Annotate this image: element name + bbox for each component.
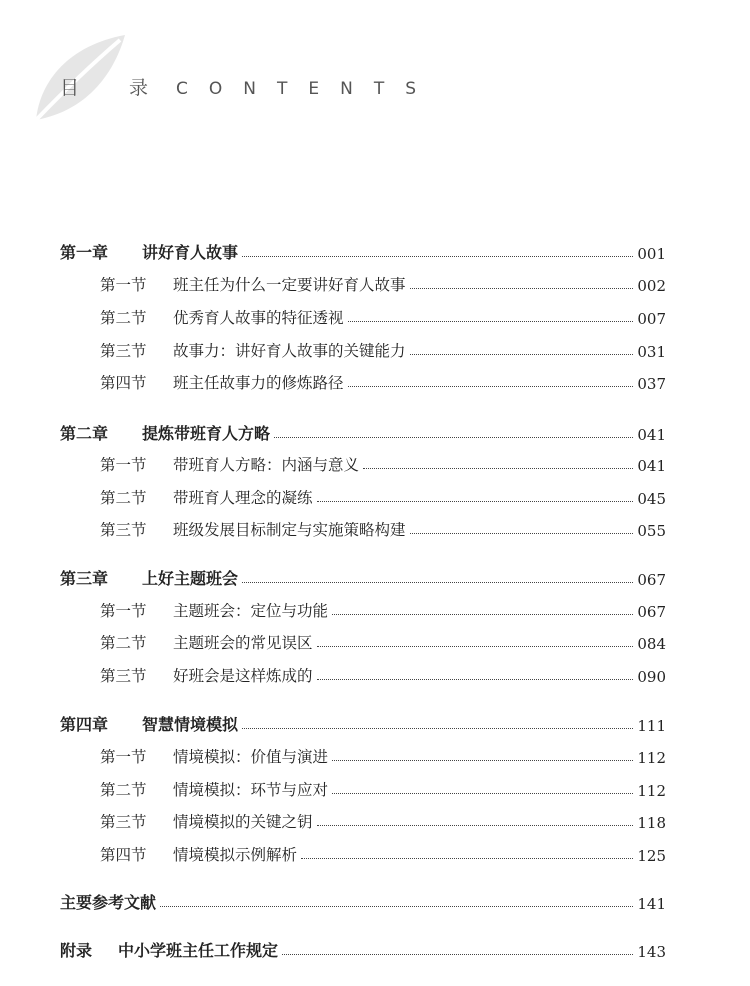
- toc-entry-title: 带班育人理念的凝练: [173, 489, 313, 507]
- page-number: 090: [637, 668, 666, 686]
- toc-entry-title: 班主任为什么一定要讲好育人故事: [173, 276, 406, 294]
- toc-section[interactable]: 第三节 故事力：讲好育人故事的关键能力 031: [100, 335, 666, 361]
- toc-entry-title: 优秀育人故事的特征透视: [173, 309, 344, 327]
- dot-leader: [332, 760, 633, 761]
- toc-entry-title: 情境模拟：价值与演进: [173, 748, 329, 766]
- page-number: 112: [637, 782, 666, 800]
- dot-leader: [242, 256, 633, 257]
- toc-entry-title: 带班育人方略：内涵与意义: [173, 456, 360, 474]
- dot-leader: [332, 793, 633, 794]
- toc-section[interactable]: 第二节 主题班会的常见误区 084: [100, 627, 666, 653]
- dot-leader: [317, 646, 634, 647]
- dot-leader: [348, 386, 634, 387]
- page-number: 031: [637, 343, 666, 361]
- page-number: 041: [637, 426, 666, 444]
- toc-section[interactable]: 第二节 优秀育人故事的特征透视 007: [100, 302, 666, 328]
- page-number: 001: [637, 245, 666, 263]
- toc-section[interactable]: 第二节 带班育人理念的凝练 045: [100, 482, 666, 508]
- toc-entry-title: 情境模拟：环节与应对: [173, 781, 329, 799]
- dot-leader: [332, 614, 633, 615]
- toc-entry-title: 智慧情境模拟: [142, 715, 239, 734]
- toc-section[interactable]: 第三节 班级发展目标制定与实施策略构建 055: [100, 514, 666, 540]
- toc-references[interactable]: [60, 887, 666, 913]
- toc-entry-title: 情境模拟的关键之钥: [173, 813, 313, 831]
- toc-title-cn: 目 录: [60, 77, 171, 99]
- dot-leader: [410, 354, 634, 355]
- dot-leader: [317, 679, 634, 680]
- toc-entry-title: 班主任故事力的修炼路径: [173, 374, 344, 392]
- toc-section[interactable]: 第二节 情境模拟：环节与应对 112: [100, 774, 666, 800]
- page-number: 143: [637, 943, 666, 961]
- toc-entry-title: 情境模拟示例解析: [173, 846, 298, 864]
- toc-section[interactable]: 第三节 情境模拟的关键之钥 118: [100, 806, 666, 832]
- toc-entry-title: 讲好育人故事: [142, 243, 239, 262]
- dot-leader: [160, 906, 633, 907]
- toc-appendix[interactable]: 附录 中小学班主任工作规定 143: [60, 935, 666, 961]
- toc-entry-title: 中小学班主任工作规定: [118, 941, 279, 960]
- dot-leader: [301, 858, 633, 859]
- page-number: 084: [637, 635, 666, 653]
- toc-entry-title: 好班会是这样炼成的: [173, 667, 313, 685]
- dot-leader: [363, 468, 633, 469]
- dot-leader: [410, 533, 634, 534]
- dot-leader: [410, 288, 634, 289]
- dot-leader: [317, 825, 634, 826]
- toc-section[interactable]: 第一节 班主任为什么一定要讲好育人故事 002: [100, 269, 666, 295]
- toc-section[interactable]: 第一节 主题班会：定位与功能 067: [100, 595, 666, 621]
- dot-leader: [274, 437, 633, 438]
- page-number: 141: [637, 895, 666, 913]
- page-number: 041: [637, 457, 666, 475]
- toc-chapter[interactable]: 第三章 上好主题班会 067: [60, 563, 666, 589]
- toc-section[interactable]: 第四节 班主任故事力的修炼路径 037: [100, 367, 666, 393]
- toc-title-en: CONTENTS: [176, 79, 438, 99]
- page-number: 045: [637, 490, 666, 508]
- dot-leader: [282, 954, 633, 955]
- dot-leader: [242, 582, 633, 583]
- toc-entry-title: 提炼带班育人方略: [142, 424, 271, 443]
- page-number: 118: [637, 814, 666, 832]
- page-number: 125: [637, 847, 666, 865]
- toc-chapter[interactable]: 第二章 提炼带班育人方略 041: [60, 418, 666, 444]
- page-number: 055: [637, 522, 666, 540]
- toc-entry-title: 上好主题班会: [142, 569, 239, 588]
- page-number: 002: [637, 277, 666, 295]
- page-number: 067: [637, 603, 666, 621]
- dot-leader: [242, 728, 633, 729]
- toc-entry-title: 主要参考文献: [60, 893, 157, 912]
- toc-chapter[interactable]: 第一章 讲好育人故事 001: [60, 237, 666, 263]
- page-number: 007: [637, 310, 666, 328]
- page-number: 037: [637, 375, 666, 393]
- toc-entry-title: 主题班会：定位与功能: [173, 602, 329, 620]
- page-number: 112: [637, 749, 666, 767]
- toc-section[interactable]: 第四节 情境模拟示例解析 125: [100, 839, 666, 865]
- page-number: 067: [637, 571, 666, 589]
- toc-entry-title: 故事力：讲好育人故事的关键能力: [173, 342, 406, 360]
- toc-entry-title: 班级发展目标制定与实施策略构建: [173, 521, 406, 539]
- page-number: 111: [637, 717, 666, 735]
- toc-section[interactable]: 第三节 好班会是这样炼成的 090: [100, 660, 666, 686]
- dot-leader: [348, 321, 634, 322]
- toc-section[interactable]: 第一节 情境模拟：价值与演进 112: [100, 741, 666, 767]
- dot-leader: [317, 501, 634, 502]
- toc-chapter[interactable]: 第四章 智慧情境模拟 111: [60, 709, 666, 735]
- toc-section[interactable]: 第一节 带班育人方略：内涵与意义 041: [100, 449, 666, 475]
- toc-entry-title: 主题班会的常见误区: [173, 634, 313, 652]
